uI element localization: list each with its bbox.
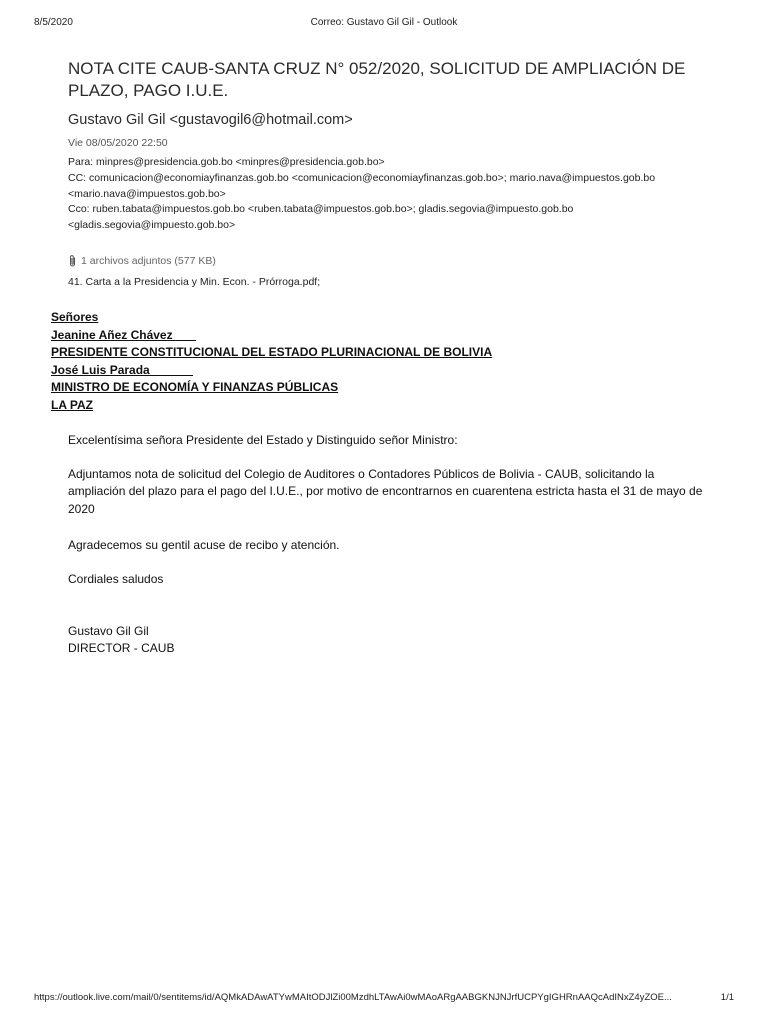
body-paragraph: Agradecemos su gentil acuse de recibo y atención.: [68, 538, 340, 552]
to-recipients[interactable]: Para: minpres@presidencia.gob.bo <minpres@presidencia.gob.bo>: [68, 156, 385, 168]
address-line: PRESIDENTE CONSTITUCIONAL DEL ESTADO PLURINACIONAL DE BOLIVIA: [51, 345, 493, 360]
address-line: Señores: [51, 310, 99, 324]
bcc-recipients-continued[interactable]: <gladis.segovia@impuesto.gob.bo>: [68, 219, 236, 232]
paperclip-icon: [68, 254, 77, 268]
address-line: MINISTRO DE ECONOMÍA Y FINANZAS PÚBLICAS: [51, 380, 339, 395]
address-line: Jeanine Añez Chávez: [51, 327, 196, 342]
address-block: [51, 309, 492, 415]
signature-role: DIRECTOR - CAUB: [68, 641, 175, 655]
body-closing: Cordiales saludos: [68, 572, 164, 586]
signature-name: Gustavo Gil Gil: [68, 624, 149, 638]
cc-recipients-continued[interactable]: <mario.nava@impuestos.gob.bo>: [68, 187, 226, 200]
attachment-file-link[interactable]: 41. Carta a la Presidencia y Min. Econ. - Prórroga.pdf;: [68, 276, 321, 288]
address-line: José Luis Parada: [51, 362, 194, 377]
attachments-summary[interactable]: [68, 254, 216, 268]
address-line: LA PAZ: [51, 397, 93, 412]
print-header: [34, 17, 734, 31]
page-number: 1/1: [720, 992, 734, 1003]
email-recipients: [68, 155, 708, 234]
bcc-recipients[interactable]: Cco: ruben.tabata@impuestos.gob.bo <ruben.tabata@impuestos.gob.bo>; gladis.segovia@impuesto.gob.bo: [68, 203, 574, 216]
print-title: Correo: Gustavo Gil Gil - Outlook: [310, 17, 458, 28]
cc-recipients[interactable]: CC: comunicacion@economiayfinanzas.gob.bo <comunicacion@economiayfinanzas.gob.bo>; mario.nava@impuestos.gob.bo: [68, 171, 656, 184]
email-sent-date: Vie 08/05/2020 22:50: [68, 137, 168, 149]
attachments-summary-label: 1 archivos adjuntos (577 KB): [81, 255, 216, 267]
print-url: https://outlook.live.com/mail/0/sentitems/id/AQMkADAwATYwMAItODJlZi00MzdhLTAwAi0wMAoARgAABGKNJNJrfUCPYgIGHRnAAQcAdINxZ4yZOE...: [34, 992, 672, 1003]
email-subject: NOTA CITE CAUB-SANTA CRUZ N° 052/2020, SOLICITUD DE AMPLIACIÓN DE PLAZO, PAGO I.U.E.: [68, 59, 686, 100]
body-paragraph: Adjuntamos nota de solicitud del Colegio de Auditores o Contadores Públicos de Bolivia - CAUB, solicitando la ampliación del plazo para el pago del I.U.E., por motivo de encontrarnos en cuarentena estricta hasta el 31 de mayo de 2020: [68, 467, 703, 516]
print-date: 8/5/2020: [34, 17, 73, 28]
print-footer: [34, 992, 734, 1006]
email-sender[interactable]: Gustavo Gil Gil <gustavogil6@hotmail.com>: [68, 112, 353, 128]
body-greeting: Excelentísima señora Presidente del Estado y Distinguido señor Ministro:: [68, 433, 458, 447]
